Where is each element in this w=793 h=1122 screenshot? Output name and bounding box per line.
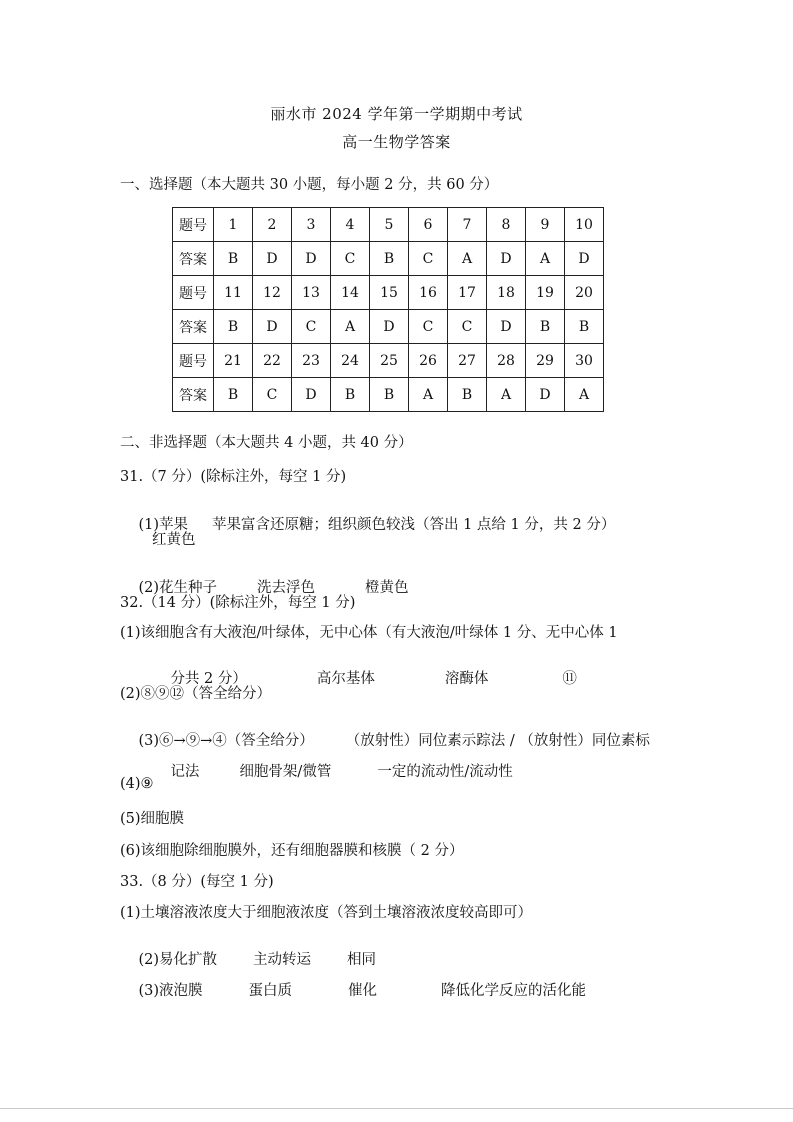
q32-answer: 一定的流动性/流动性 (377, 764, 513, 780)
question-number: 14 (331, 276, 370, 310)
answer-cell: D (487, 310, 526, 344)
question-number: 30 (565, 344, 604, 378)
section-1-heading: 一、选择题（本大题共 30 小题，每小题 2 分，共 60 分） (120, 177, 499, 193)
answer-cell: C (331, 242, 370, 276)
question-number: 29 (526, 344, 565, 378)
q31-answer: (2)花生种子 (138, 580, 217, 596)
question-number: 6 (409, 208, 448, 242)
answer-label: 答案 (173, 378, 214, 412)
q31-answer: 红黄色 (152, 532, 196, 548)
question-number: 5 (370, 208, 409, 242)
answer-label: 答案 (173, 242, 214, 276)
q31-answer: 洗去浮色 (256, 580, 315, 596)
question-number: 13 (292, 276, 331, 310)
question-label: 题号 (173, 276, 214, 310)
question-number: 26 (409, 344, 448, 378)
table-row (173, 276, 604, 310)
q32-answer: 高尔基体 (316, 671, 375, 687)
question-number: 12 (253, 276, 292, 310)
q31-answer: (1)苹果 (138, 517, 188, 533)
question-number: 21 (214, 344, 253, 378)
question-number: 23 (292, 344, 331, 378)
question-number: 27 (448, 344, 487, 378)
question-number: 20 (565, 276, 604, 310)
answer-cell: A (331, 310, 370, 344)
answer-cell: D (253, 242, 292, 276)
question-number: 18 (487, 276, 526, 310)
answer-cell: D (253, 310, 292, 344)
question-number: 15 (370, 276, 409, 310)
question-number: 10 (565, 208, 604, 242)
q31-header: 31.（7 分）(除标注外，每空 1 分) (120, 469, 347, 485)
answer-cell: A (409, 378, 448, 412)
answer-cell: A (526, 242, 565, 276)
answer-cell: B (370, 378, 409, 412)
q33-answer: 相同 (346, 952, 376, 968)
question-label: 题号 (173, 344, 214, 378)
answer-cell: D (370, 310, 409, 344)
q32-answer: 记法 (170, 764, 200, 780)
q32-answer: (5)细胞膜 (120, 811, 185, 827)
answer-cell: D (292, 378, 331, 412)
q31-answer: 苹果富含还原糖；组织颜色较浅（答出 1 点给 1 分，共 2 分） (211, 517, 616, 533)
question-number: 3 (292, 208, 331, 242)
q32-answer: 溶酶体 (444, 671, 489, 687)
answer-cell: B (448, 378, 487, 412)
table-row (173, 378, 604, 412)
q33-answer: 催化 (347, 983, 377, 999)
answer-cell: A (448, 242, 487, 276)
answer-cell: B (370, 242, 409, 276)
question-number: 28 (487, 344, 526, 378)
answer-cell: D (292, 242, 331, 276)
table-row (173, 310, 604, 344)
answer-cell: C (253, 378, 292, 412)
q32-answer: 分共 2 分） (170, 671, 247, 687)
page-subtitle: 高一生物学答案 (342, 133, 451, 151)
question-number: 22 (253, 344, 292, 378)
answer-cell: A (487, 378, 526, 412)
q32-answer: (1)该细胞含有大液泡/叶绿体，无中心体（有大液泡/叶绿体 1 分、无中心体 1 (120, 625, 618, 641)
answer-cell: B (331, 378, 370, 412)
q32-answer: (3)⑥→⑨→④（答全给分） (138, 733, 314, 749)
q32-answer: (6)该细胞除细胞膜外，还有细胞器膜和核膜（ 2 分） (120, 843, 464, 859)
question-label: 题号 (173, 208, 214, 242)
question-number: 7 (448, 208, 487, 242)
q33-answer: (2)易化扩散 (138, 952, 217, 968)
answer-label: 答案 (173, 310, 214, 344)
question-number: 8 (487, 208, 526, 242)
q32-answer: 细胞骨架/微管 (239, 764, 332, 780)
q31-answer: 橙黄色 (364, 580, 409, 596)
answer-cell: D (565, 242, 604, 276)
question-number: 24 (331, 344, 370, 378)
answer-cell: B (565, 310, 604, 344)
q33-header: 33.（8 分）(每空 1 分) (120, 874, 274, 890)
q33-answer: 主动转运 (252, 952, 311, 968)
q33-line-3 (120, 963, 586, 1016)
q32-header: 32.（14 分）(除标注外，每空 1 分) (120, 595, 356, 611)
q33-answer: (1)土壤溶液浓度大于细胞液浓度（答到土壤溶液浓度较高即可） (120, 905, 533, 921)
answer-cell: B (214, 242, 253, 276)
section-2-heading: 二、非选择题（本大题共 4 小题，共 40 分） (120, 435, 413, 451)
question-number: 17 (448, 276, 487, 310)
table-row (173, 242, 604, 276)
question-number: 19 (526, 276, 565, 310)
q32-answer: ⑪ (562, 671, 577, 687)
answer-table (172, 207, 604, 412)
page-title: 丽水市 2024 学年第一学期期中考试 (270, 105, 523, 123)
question-number: 1 (214, 208, 253, 242)
q33-answer: (3)液泡膜 (138, 983, 203, 999)
q32-answer: (4)⑨ (120, 776, 154, 792)
question-number: 4 (331, 208, 370, 242)
q32-answer: (2)⑧⑨⑫（答全给分） (120, 686, 272, 702)
table-row (173, 344, 604, 378)
answer-cell: C (292, 310, 331, 344)
question-number: 2 (253, 208, 292, 242)
answer-cell: D (526, 378, 565, 412)
q32-line-3b (152, 744, 513, 797)
question-number: 9 (526, 208, 565, 242)
q32-answer: （放射性）同位素示踪法 / （放射性）同位素标 (345, 733, 650, 749)
question-number: 11 (214, 276, 253, 310)
answer-cell: A (565, 378, 604, 412)
q33-answer: 降低化学反应的活化能 (440, 983, 586, 999)
answer-cell: B (526, 310, 565, 344)
q33-answer: 蛋白质 (248, 983, 292, 999)
question-number: 25 (370, 344, 409, 378)
answer-cell: B (214, 310, 253, 344)
table-row (173, 208, 604, 242)
answer-cell: D (487, 242, 526, 276)
answer-cell: C (448, 310, 487, 344)
answer-cell: C (409, 242, 448, 276)
answer-cell: C (409, 310, 448, 344)
page-bottom-divider (0, 1108, 793, 1109)
answer-cell: B (214, 378, 253, 412)
question-number: 16 (409, 276, 448, 310)
